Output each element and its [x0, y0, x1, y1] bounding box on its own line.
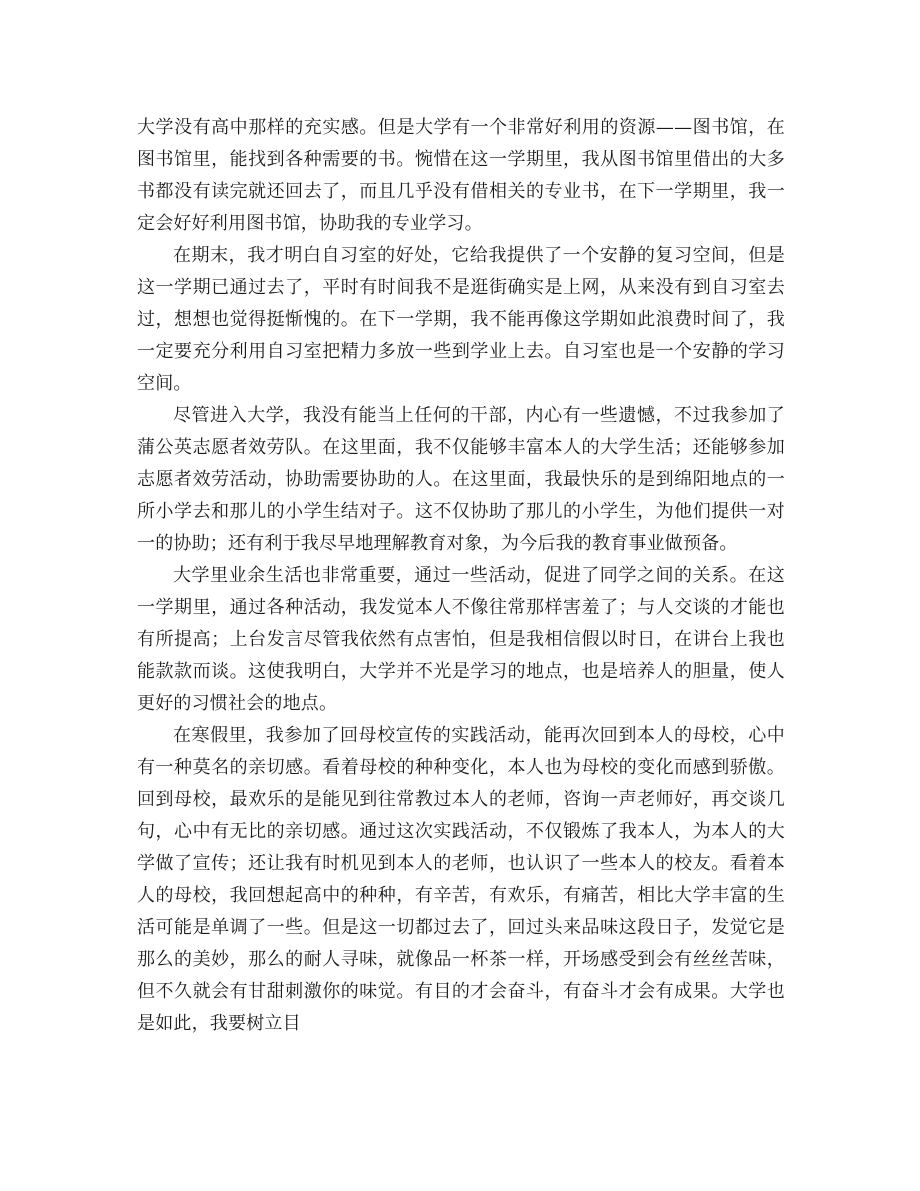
- paragraph-extracurricular: 大学里业余生活也非常重要，通过一些活动，促进了同学之间的关系。在这一学期里，通过各种活动，我发觉本人不像往常那样害羞了；与人交谈的才能也有所提高；上台发言尽管我依然有点害怕，但是我相信假以时日，在讲台上我也能款款而谈。这使我明白，大学并不光是学习的地点，也是培养人的胆量，使人更好的习惯社会的地点。: [137, 565, 785, 714]
- paragraph-study-room: 在期末，我才明白自习室的好处，它给我提供了一个安静的复习空间，但是这一学期已通过去了，平时有时间我不是逛街确实是上网，从来没有到自习室去过，想想也觉得挺惭愧的。在下一学期，我不能再像这学期如此浪费时间了，我一定要充分利用自习室把精力多放一些到学业上去。自习室也是一个安静的学习空间。: [137, 245, 785, 394]
- paragraph-winter-break: 在寒假里，我参加了回母校宣传的实践活动，能再次回到本人的母校，心中有一种莫名的亲切感。看着母校的种种变化，本人也为母校的变化而感到骄傲。回到母校，最欢乐的是能见到往常教过本人的老师，咨询一声老师好，再交谈几句，心中有无比的亲切感。通过这次实践活动，不仅锻炼了我本人，为本人的大学做了宣传；还让我有时机见到本人的老师，也认识了一些本人的校友。看着本人的母校，我回想起高中的种种，有辛苦，有欢乐，有痛苦，相比大学丰富的生活可能是单调了一些。但是这一切都过去了，回过头来品味这段日子，发觉它是那么的美妙，那么的耐人寻味，就像品一杯茶一样，开场感受到会有丝丝苦味，但不久就会有甘甜刺激你的味觉。有目的才会奋斗，有奋斗才会有成果。大学也是如此，我要树立目: [137, 725, 785, 1034]
- paragraph-library: 大学没有高中那样的充实感。但是大学有一个非常好利用的资源——图书馆，在图书馆里，能找到各种需要的书。惋惜在这一学期里，我从图书馆里借出的大多书都没有读完就还回去了，而且几乎没有借相关的专业书，在下一学期里，我一定会好好利用图书馆，协助我的专业学习。: [137, 117, 785, 234]
- document-body: [137, 112, 785, 1040]
- paragraph-volunteer: 尽管进入大学，我没有能当上任何的干部，内心有一些遗憾，不过我参加了蒲公英志愿者效劳队。在这里面，我不仅能够丰富本人的大学生活；还能够参加志愿者效劳活动，协助需要协助的人。在这里面，我最快乐的是到绵阳地点的一所小学去和那儿的小学生结对子。这不仅协助了那儿的小学生，为他们提供一对一的协助；还有利于我尽早地理解教育对象，为今后我的教育事业做预备。: [137, 405, 785, 554]
